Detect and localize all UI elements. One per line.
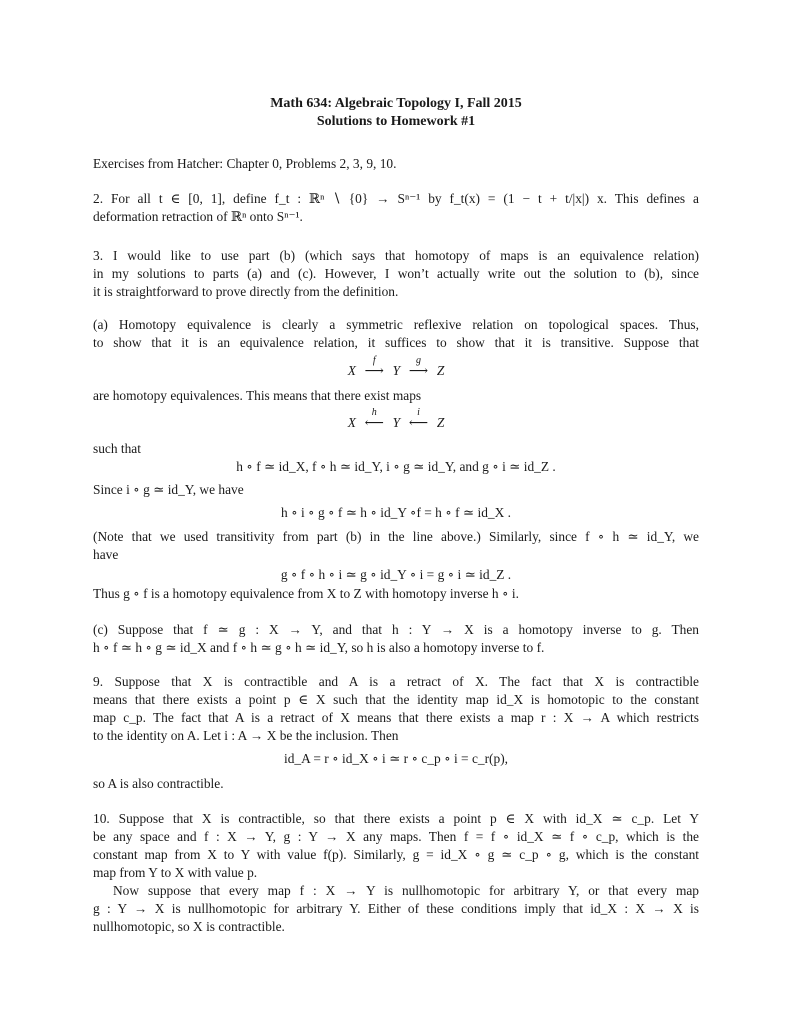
arrow-i: i ⟵ [403, 414, 433, 432]
space-x: X [347, 415, 356, 430]
thus-line [93, 585, 699, 603]
problem-9-line-4: to the identity on A. Let i : A → X be the inclusion. Then [93, 728, 399, 743]
problem-2-line-2: deformation retraction of ℝⁿ onto Sⁿ⁻¹. [93, 209, 303, 224]
problem-10-line-7: nullhomotopic, so X is contractible. [93, 919, 285, 934]
problem-2 [93, 190, 699, 226]
part-a-after-1 [93, 387, 699, 405]
problem-3-line-1: 3. I would like to use part (b) (which says that homotopy of maps is an equivalence relation) [93, 248, 699, 263]
part-a-line-1: (a) Homotopy equivalence is clearly a symmetric reflexive relation on topological spaces. Thus, [93, 317, 699, 332]
note-line-2: have [93, 547, 119, 562]
display-equations-4: id_A = r ∘ id_X ∘ i ≃ r ∘ c_p ∘ i = c_r(p), [283, 751, 509, 766]
document-title: Math 634: Algebraic Topology I, Fall 2015 [270, 96, 522, 111]
such-that-line: such that [93, 441, 141, 456]
problem-9 [93, 673, 699, 745]
problem-9-line-3: map c_p. The fact that A is a retract of X means that there exists a map r : X → A which restricts [93, 710, 699, 725]
problem-10-line-2: be any space and f : X → Y, g : Y → X any maps. Then f = f ∘ id_X ≃ f ∘ c_p, which is the [93, 829, 699, 844]
intro-paragraph [93, 155, 699, 173]
part-c [93, 621, 699, 657]
such-that [93, 440, 699, 458]
space-z: Z [436, 415, 445, 430]
part-c-line-1: (c) Suppose that f ≃ g : X → Y, and that h : Y → X is a homotopy inverse to g. Then [93, 622, 699, 637]
space-y: Y [392, 363, 401, 378]
arrow-f: f ⟶ [359, 362, 389, 380]
part-a-intro [93, 316, 699, 352]
problem-3-line-3: it is straightforward to prove directly from the definition. [93, 284, 399, 299]
note-paragraph [93, 528, 699, 564]
problem-10-line-4: map from Y to X with value p. [93, 865, 258, 880]
display-equations-3: g ∘ f ∘ h ∘ i ≃ g ∘ id_Y ∘ i = g ∘ i ≃ id_Z . [280, 567, 512, 582]
problem-10-line-5: Now suppose that every map f : X → Y is nullhomotopic for arbitrary Y, or that every map [113, 883, 699, 898]
label-g: g [415, 355, 421, 366]
label-f: f [372, 355, 376, 366]
display-maps-fg [93, 355, 699, 380]
part-a-after-1-line: are homotopy equivalences. This means that there exist maps [93, 388, 422, 403]
thus-text: Thus g ∘ f is a homotopy equivalence from X to Z with homotopy inverse h ∘ i. [93, 586, 519, 601]
problem-9-line-2: means that there exists a point p ∈ X such that the identity map id_X is homotopic to the constant [93, 692, 699, 707]
since-text: Since i ∘ g ≃ id_Y, we have [93, 482, 244, 497]
display-equations-2: h ∘ i ∘ g ∘ f ≃ h ∘ id_Y ∘f = h ∘ f ≃ id_X . [281, 505, 511, 520]
arrow-h: h ⟵ [359, 414, 389, 432]
problem-3 [93, 247, 699, 301]
arrow-g: g ⟶ [403, 362, 433, 380]
display-equations-1: h ∘ f ≃ id_X, f ∘ h ≃ id_Y, i ∘ g ≃ id_Y, and g ∘ i ≃ id_Z . [236, 459, 556, 474]
document-subtitle: Solutions to Homework #1 [316, 114, 476, 129]
space-z: Z [436, 363, 445, 378]
problem-10-line-6: g : Y → X is nullhomotopic for arbitrary Y. Either of these conditions imply that id_X : X → X is [93, 901, 699, 916]
problem-2-line-1: 2. For all t ∈ [0, 1], define f_t : ℝⁿ ∖ {0} → Sⁿ⁻¹ by f_t(x) = (1 − t + t/|x|) x. This defines a [93, 191, 699, 206]
intro-line: Exercises from Hatcher: Chapter 0, Problems 2, 3, 9, 10. [93, 156, 397, 171]
label-h: h [371, 407, 377, 418]
display-maps-hi [93, 407, 699, 432]
problem-10-line-3: constant map from X to Y with value f(p). Similarly, g = id_X ∘ g ≃ c_p ∘ g, which is the constant [93, 847, 699, 862]
note-line-1: (Note that we used transitivity from part (b) in the line above.) Similarly, since f ∘ h ≃ id_Y, we [93, 529, 699, 544]
part-a-line-2: to show that it is an equivalence relation, it suffices to show that it is transitive. Suppose that [93, 335, 699, 350]
space-x: X [347, 363, 356, 378]
part-c-line-2: h ∘ f ≃ h ∘ g ≃ id_X and f ∘ h ≃ g ∘ h ≃ id_Y, so h is also a homotopy inverse to f. [93, 640, 545, 655]
problem-3-line-2: in my solutions to parts (a) and (c). However, I won’t actually write out the solution to (b), since [93, 266, 699, 281]
problem-9-end-line: so A is also contractible. [93, 776, 224, 791]
problem-9-line-1: 9. Suppose that X is contractible and A is a retract of X. The fact that X is contractible [93, 674, 699, 689]
since-line [93, 481, 699, 499]
problem-10-line-1: 10. Suppose that X is contractible, so that there exists a point p ∈ X with id_X ≃ c_p. Let Y [93, 811, 699, 826]
problem-10 [93, 810, 699, 936]
space-y: Y [392, 415, 401, 430]
problem-9-end [93, 775, 699, 793]
label-i: i [417, 407, 420, 418]
